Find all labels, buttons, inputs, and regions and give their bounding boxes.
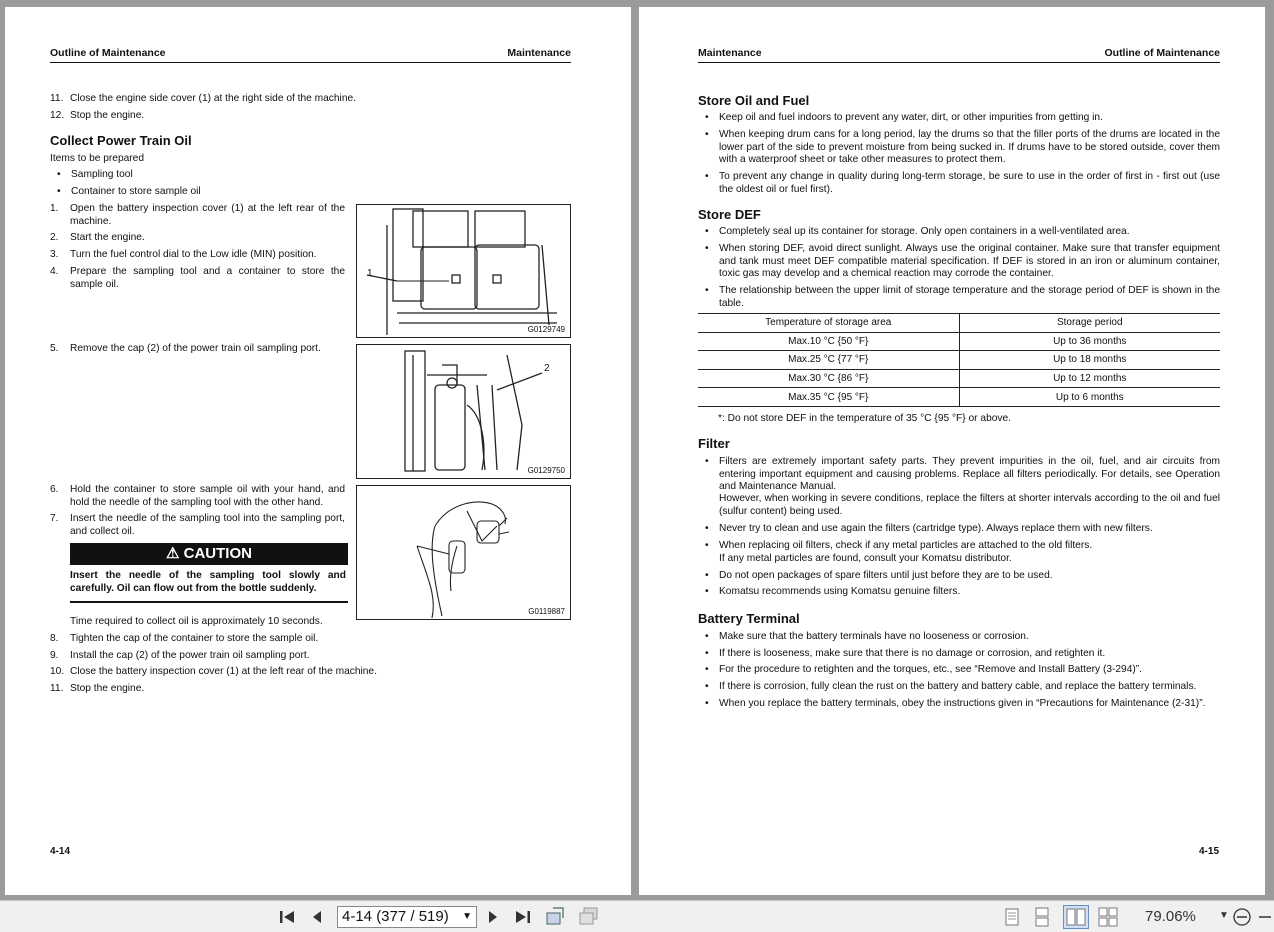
figure-code: G0129750 [527, 466, 565, 475]
list-item: • Keep oil and fuel indoors to prevent any water, dirt, or other impurities from getting in. [705, 112, 1103, 123]
table-cell: Up to 36 months [959, 332, 1220, 351]
viewer-toolbar [0, 900, 1274, 932]
table-cell: Max.35 °C {95 °F} [698, 388, 959, 407]
header-left: Maintenance [698, 47, 762, 59]
table-cell: Up to 12 months [959, 369, 1220, 388]
caution-text: Insert the needle of the sampling tool slowly and carefully. Oil can flow out from the bottle suddenly. [70, 570, 346, 594]
facing-icon[interactable] [1063, 905, 1089, 929]
prev-page-icon[interactable] [311, 909, 323, 925]
section-title: Battery Terminal [698, 611, 800, 626]
facing-continuous-icon[interactable] [1097, 907, 1119, 927]
items-label: Items to be prepared [50, 153, 145, 164]
table-cell: Up to 18 months [959, 351, 1220, 370]
page-number: 4-15 [1199, 846, 1220, 857]
page-left [5, 7, 631, 895]
header-left: Outline of Maintenance [50, 47, 166, 59]
table-cell: Max.30 °C {86 °F} [698, 369, 959, 388]
list-item: 4. Prepare the sampling tool and a container to store the sample oil. [50, 266, 345, 290]
time-note: Time required to collect oil is approximately 10 seconds. [70, 616, 323, 627]
list-item: • Filters are extremely important safety parts. They prevent impurities in the oil, fuel, and air circuits from entering important equipment and causing problems. Replace all filters periodically. For details, see Operation and Maintenance Manual. [705, 456, 1220, 493]
table-row [698, 351, 1220, 370]
page-indicator: 4-14 (377 / 519) [342, 908, 449, 925]
page-number: 4-14 [50, 846, 71, 857]
caution-banner [70, 543, 348, 565]
rotate-icon[interactable] [545, 906, 567, 926]
list-item: 10. Close the battery inspection cover (1) at the left rear of the machine. [50, 666, 377, 677]
list-item: 1. Open the battery inspection cover (1) at the left rear of the machine. [50, 203, 345, 227]
figure-code: G0119887 [528, 607, 565, 616]
table-cell: Max.10 °C {50 °F} [698, 332, 959, 351]
list-item: 7. Insert the needle of the sampling tool into the sampling port, and collect oil. [50, 513, 345, 537]
page-header [698, 45, 1220, 63]
list-item: • When keeping drum cans for a long period, lay the drums so that the filler ports of the drums are located in the lower part of the side to prevent moisture from being sucked in. If drums have to be stored outside, cover them with a waterproof sheet or take other measures to protect them. [705, 129, 1220, 166]
page-number-input[interactable] [337, 906, 477, 928]
figure-code: G0129749 [527, 325, 565, 334]
list-item: • When storing DEF, avoid direct sunlight. Always use the original container. Make sure that transfer equipment and tank must meet DEF compatible material specification. If DEF is stored in an iron or aluminum container, toxic gas may develop and a chemical reaction may corrode the container. [705, 243, 1220, 280]
section-title: Collect Power Train Oil [50, 133, 192, 148]
zoom-level[interactable]: 79.06% [1145, 908, 1196, 925]
header-right: Maintenance [507, 47, 571, 59]
continuous-icon[interactable] [1033, 907, 1051, 927]
list-item: 8. Tighten the cap of the container to store the sample oil. [50, 633, 319, 644]
def-note: *: Do not store DEF in the temperature of 35 °C {95 °F} or above. [718, 413, 1011, 424]
warning-icon: ⚠ [166, 545, 180, 562]
single-page-icon[interactable] [1003, 907, 1021, 927]
list-item: • To prevent any change in quality during long-term storage, be sure to use in the order of first in - first out (use the oldest oil or fuel first). [705, 171, 1220, 195]
battery-cover-illustration [357, 205, 571, 338]
header-right: Outline of Maintenance [1104, 47, 1220, 59]
list-item: • The relationship between the upper limit of storage temperature and the storage period of DEF is shown in the table. [705, 285, 1220, 309]
table-cell: Up to 6 months [959, 388, 1220, 407]
figure-sampling-port [356, 344, 571, 479]
first-page-icon[interactable] [278, 909, 296, 925]
zoom-dropdown-icon[interactable]: ▼ [1219, 910, 1229, 921]
figure-battery-cover [356, 204, 571, 338]
next-page-icon[interactable] [487, 909, 499, 925]
list-item: • If there is corrosion, fully clean the rust on the battery and battery cable, and replace the battery terminals. [705, 681, 1197, 692]
caution-divider [70, 601, 348, 603]
section-title: Store DEF [698, 207, 761, 222]
list-item: • Do not open packages of spare filters until just before they are to be used. [705, 570, 1053, 581]
callout-label: 2 [544, 363, 550, 374]
filter-note: However, when working in severe conditions, replace the filters at shorter intervals according to the oil and fuel (sulfur content) being used. [719, 493, 1220, 517]
table-row [698, 332, 1220, 351]
fit-icon[interactable] [578, 906, 600, 926]
section-title: Store Oil and Fuel [698, 93, 810, 108]
table-header: Temperature of storage area [698, 314, 959, 333]
table-header: Storage period [959, 314, 1220, 333]
page-right [639, 7, 1265, 895]
list-item: • Sampling tool [57, 169, 133, 180]
table-cell: Max.25 °C {77 °F} [698, 351, 959, 370]
list-item: • When you replace the battery terminals, obey the instructions given in “Precautions for Maintenance (2-31)”. [705, 698, 1206, 709]
list-item: 9. Install the cap (2) of the power train oil sampling port. [50, 650, 310, 661]
caution-label: CAUTION [183, 545, 252, 562]
table-row [698, 369, 1220, 388]
zoom-out-icon[interactable] [1232, 907, 1252, 927]
list-item: • Completely seal up its container for storage. Only open containers in a well-ventilated area. [705, 226, 1130, 237]
sampling-port-illustration [357, 345, 571, 479]
list-item: • Make sure that the battery terminals have no looseness or corrosion. [705, 631, 1029, 642]
figure-sampling-hands [356, 485, 571, 620]
callout-label: 1 [367, 268, 373, 279]
list-item: • When replacing oil filters, check if any metal particles are attached to the old filters. [705, 540, 1093, 551]
def-storage-table [698, 313, 1220, 407]
zoom-in-icon[interactable] [1257, 909, 1273, 925]
list-item: 3. Turn the fuel control dial to the Low idle (MIN) position. [50, 249, 317, 260]
filter-note: If any metal particles are found, consult your Komatsu distributor. [719, 553, 1012, 564]
list-item: • For the procedure to retighten and the torques, etc., see “Remove and Install Battery (3-294)”. [705, 664, 1143, 675]
section-title: Filter [698, 436, 730, 451]
page-header [50, 45, 571, 63]
list-item: 11. Close the engine side cover (1) at the right side of the machine. [50, 93, 356, 104]
hands-sampling-illustration [357, 486, 571, 620]
list-item: 2. Start the engine. [50, 232, 145, 243]
list-item: 6. Hold the container to store sample oil with your hand, and hold the needle of the sampling tool with the other hand. [50, 484, 345, 508]
last-page-icon[interactable] [514, 909, 532, 925]
table-row [698, 388, 1220, 407]
table-header-row [698, 314, 1220, 333]
list-item: 12. Stop the engine. [50, 110, 145, 121]
list-item: 5. Remove the cap (2) of the power train oil sampling port. [50, 343, 321, 354]
dropdown-icon[interactable]: ▼ [462, 911, 472, 922]
list-item: • If there is looseness, make sure that there is no damage or corrosion, and retighten it. [705, 648, 1106, 659]
list-item: • Komatsu recommends using Komatsu genuine filters. [705, 586, 961, 597]
list-item: • Never try to clean and use again the filters (cartridge type). Always replace them with new filters. [705, 523, 1153, 534]
list-item: • Container to store sample oil [57, 186, 201, 197]
list-item: 11. Stop the engine. [50, 683, 145, 694]
